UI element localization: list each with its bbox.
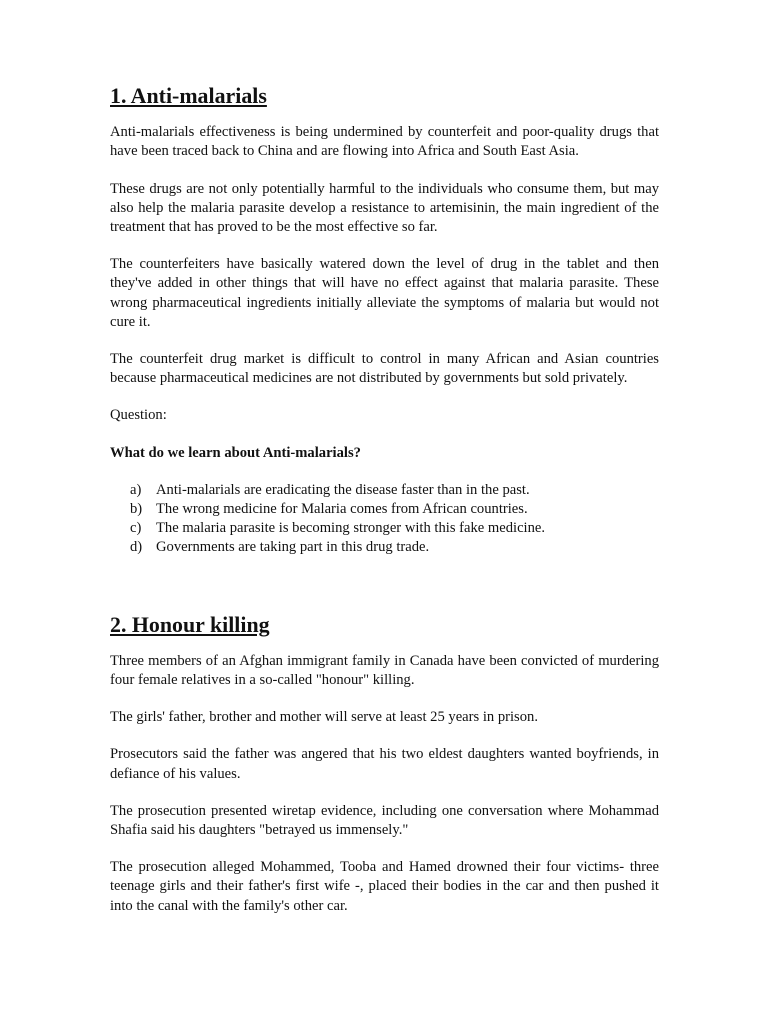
question-label: Question: xyxy=(110,407,167,424)
option-letter: d) xyxy=(130,539,143,556)
paragraph: The prosecution presented wiretap evidence, including one conversation where Mohammad Shafia said his daughters "betrayed us immensely." xyxy=(110,802,659,839)
paragraph: Three members of an Afghan immigrant family in Canada have been convicted of murdering four female relatives in a so-called "honour" killing. xyxy=(110,652,659,689)
answer-options xyxy=(110,481,659,558)
option-text: The wrong medicine for Malaria comes from African countries. xyxy=(156,501,528,518)
section-heading: 1. Anti-malarials xyxy=(110,83,267,108)
document-page xyxy=(110,83,659,916)
option-text: The malaria parasite is becoming stronger with this fake medicine. xyxy=(156,520,546,537)
question-text: What do we learn about Anti-malarials? xyxy=(110,444,361,461)
paragraph: The girls' father, brother and mother will serve at least 25 years in prison. xyxy=(110,709,538,726)
paragraph: Anti-malarials effectiveness is being undermined by counterfeit and poor-quality drugs that have been traced back to China and are flowing into Africa and South East Asia. xyxy=(110,124,659,160)
answer-option xyxy=(110,519,659,538)
section-heading: 2. Honour killing xyxy=(110,611,270,637)
paragraph: The counterfeit drug market is difficult to control in many African and Asian countries because pharmaceutical medicines are not distributed by governments but sold privately. xyxy=(110,351,659,387)
section-anti-malarials xyxy=(110,83,659,558)
option-text: Governments are taking part in this drug trade. xyxy=(156,539,430,556)
section-honour-killing xyxy=(110,611,659,916)
paragraph: Prosecutors said the father was angered that his two eldest daughters wanted boyfriends, in defiance of his values. xyxy=(110,746,659,782)
paragraph: The counterfeiters have basically watered down the level of drug in the tablet and then they've added in other things that will have no effect against that malaria parasite. These wrong pharmaceutical ingredients initially alleviate the symptoms of malaria but would not cure it. xyxy=(110,256,659,330)
paragraph: The prosecution alleged Mohammed, Tooba and Hamed drowned their four victims- three teenage girls and their father's first wife -, placed their bodies in the car and then pushed it into the canal with the family's other car. xyxy=(110,859,659,914)
answer-option xyxy=(110,538,659,557)
answer-option xyxy=(110,500,659,519)
option-letter: a) xyxy=(130,481,142,498)
answer-option xyxy=(110,481,659,500)
option-text: Anti-malarials are eradicating the disease faster than in the past. xyxy=(156,481,530,498)
option-letter: c) xyxy=(130,520,142,537)
option-letter: b) xyxy=(130,501,143,518)
paragraph: These drugs are not only potentially harmful to the individuals who consume them, but may also help the malaria parasite develop a resistance to artemisinin, the main ingredient of the treatment that has proved to be the most effective so far. xyxy=(110,180,659,236)
